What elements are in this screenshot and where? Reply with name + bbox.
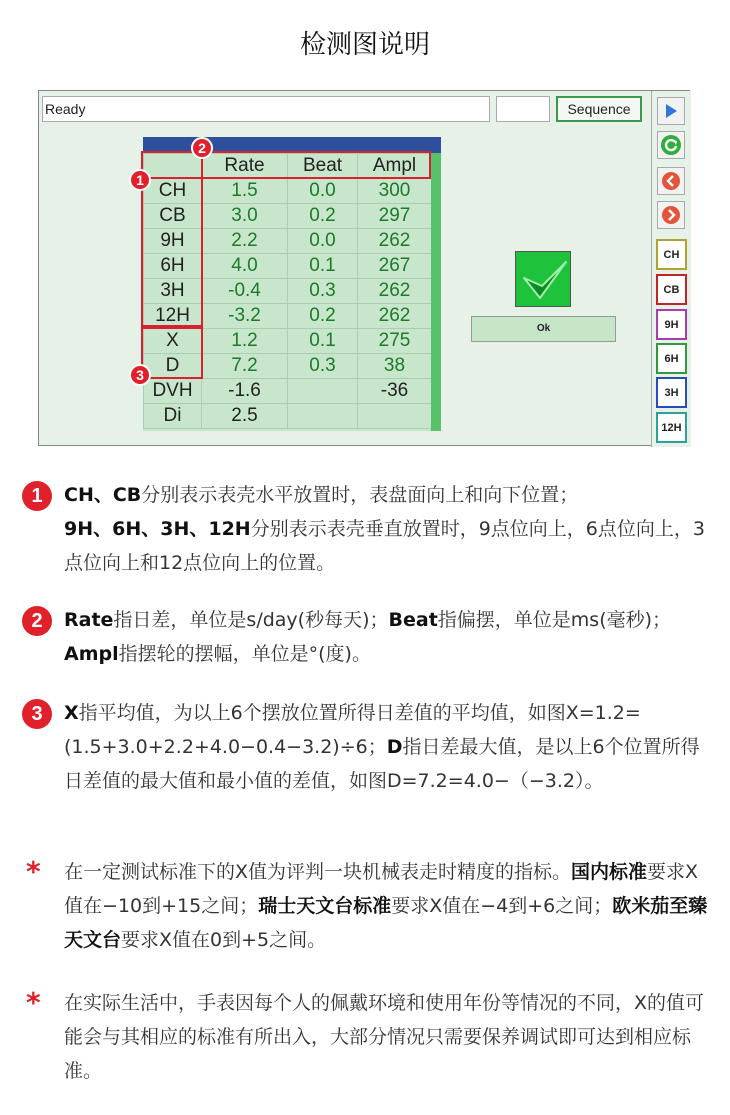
row-label-cell: CB: [144, 204, 202, 229]
position-button-12h[interactable]: 12H: [656, 412, 687, 443]
value-cell: 7.2: [202, 354, 288, 379]
note-text: [64, 478, 714, 580]
note-bold: 9H、6H、3H、12H: [64, 518, 251, 540]
note-bold: Rate: [64, 609, 114, 631]
play-icon[interactable]: [657, 97, 685, 125]
note-1: [22, 478, 722, 580]
value-cell: -1.6: [202, 379, 288, 404]
value-cell: 262: [358, 279, 432, 304]
row-label-cell: DVH: [144, 379, 202, 404]
watch-timegrapher-screenshot: [38, 90, 690, 446]
value-cell: 0.3: [288, 354, 358, 379]
back-icon[interactable]: [657, 167, 685, 195]
value-cell: [288, 379, 358, 404]
value-cell: 0.1: [288, 254, 358, 279]
value-cell: 0.0: [288, 229, 358, 254]
value-cell: -3.2: [202, 304, 288, 329]
note-number-badge: 2: [22, 606, 52, 636]
value-cell: 4.0: [202, 254, 288, 279]
value-cell: 0.2: [288, 204, 358, 229]
header-cell-beat: Beat: [288, 154, 358, 179]
note-span: 指摆轮的摆幅，单位是°(度)。: [118, 643, 371, 665]
row-label-cell: X: [144, 329, 202, 354]
value-cell: [358, 404, 432, 429]
note-bold: Beat: [388, 609, 438, 631]
value-cell: 300: [358, 179, 432, 204]
value-cell: 275: [358, 329, 432, 354]
note-span: 要求X值在−4到+6之间；: [391, 895, 613, 917]
row-label-cell: D: [144, 354, 202, 379]
note-text: [64, 696, 714, 798]
value-cell: 1.5: [202, 179, 288, 204]
value-cell: 0.0: [288, 179, 358, 204]
row-label-cell: 9H: [144, 229, 202, 254]
marker-1: 1: [129, 169, 151, 191]
note-3: [22, 696, 722, 798]
check-mark-icon: [515, 251, 571, 307]
value-cell: [288, 404, 358, 429]
value-cell: 0.2: [288, 304, 358, 329]
note-bold: 国内标准: [571, 861, 648, 883]
note-bold: CH、CB: [64, 484, 142, 506]
star-icon: *: [26, 855, 41, 888]
value-cell: 262: [358, 229, 432, 254]
position-button-cb[interactable]: CB: [656, 274, 687, 305]
row-label-cell: 3H: [144, 279, 202, 304]
row-label-cell: 6H: [144, 254, 202, 279]
row-label-cell: Di: [144, 404, 202, 429]
value-cell: 262: [358, 304, 432, 329]
note-span: 在一定测试标准下的X值为评判一块机械表走时精度的指标。: [64, 861, 572, 883]
ok-button[interactable]: Ok: [471, 316, 616, 342]
table-row: [144, 404, 432, 429]
value-cell: -0.4: [202, 279, 288, 304]
note-bold: 瑞士天文台标准: [258, 895, 392, 917]
note-span: 指日差，单位是s/day(秒每天)；: [113, 609, 389, 631]
value-cell: 0.3: [288, 279, 358, 304]
marker-2: 2: [191, 137, 213, 159]
position-button-6h[interactable]: 6H: [656, 343, 687, 374]
note-bold: D: [386, 736, 403, 758]
note-text: 在实际生活中，手表因每个人的佩戴环境和使用年份等情况的不同，X的值可能会与其相应的标准有所出入，大部分情况只需要保养调试即可达到相应标准。: [64, 992, 705, 1082]
note-span: 分别表示表壳水平放置时，表盘面向上和向下位置；: [141, 484, 579, 506]
note-number-badge: 3: [22, 699, 52, 729]
note-bold: 欧米茄至臻天文台: [64, 895, 708, 951]
note-5: [22, 986, 722, 1088]
table-scrollbar[interactable]: [431, 153, 441, 431]
note-span: 要求X值在−10到+15之间；: [64, 861, 699, 917]
note-text: [64, 855, 714, 957]
value-cell: 297: [358, 204, 432, 229]
star-icon: *: [26, 986, 41, 1019]
note-span: 指日差最大值，是以上6个位置所得日差值的最大值和最小值的差值，如图D=7.2=4.0−（−3.2）。: [64, 736, 700, 792]
value-cell: 0.1: [288, 329, 358, 354]
value-cell: 267: [358, 254, 432, 279]
sequence-button[interactable]: Sequence: [556, 96, 642, 122]
note-2: [22, 603, 722, 671]
marker-3: 3: [129, 364, 151, 386]
position-button-3h[interactable]: 3H: [656, 377, 687, 408]
note-span: 要求X值在0到+5之间。: [121, 929, 327, 951]
note-text: [64, 603, 714, 671]
note-bold: Ampl: [64, 643, 119, 665]
row-label-cell: 12H: [144, 304, 202, 329]
status-field[interactable]: Ready: [42, 96, 490, 122]
value-cell: 1.2: [202, 329, 288, 354]
note-bold: X: [64, 702, 79, 724]
note-4: [22, 855, 722, 957]
blank-input-field[interactable]: [496, 96, 550, 122]
header-cell-rate: Rate: [202, 154, 288, 179]
note-span: 指平均值，为以上6个摆放位置所得日差值的平均值，如图X=1.2=(1.5+3.0+2.2+4.0−0.4−3.2)÷6；: [64, 702, 641, 758]
value-cell: 2.2: [202, 229, 288, 254]
position-button-9h[interactable]: 9H: [656, 309, 687, 340]
right-toolbar: [651, 91, 691, 447]
table-row: [144, 379, 432, 404]
value-cell: 3.0: [202, 204, 288, 229]
row-label-cell: CH: [144, 179, 202, 204]
note-span: 指偏摆，单位是ms(毫秒)；: [437, 609, 672, 631]
position-button-ch[interactable]: CH: [656, 239, 687, 270]
value-cell: 2.5: [202, 404, 288, 429]
forward-icon[interactable]: [657, 201, 685, 229]
refresh-icon[interactable]: [657, 131, 685, 159]
note-span: 分别表示表壳垂直放置时，9点位向上，6点位向上，3点位向上和12点位向上的位置。: [64, 518, 705, 574]
page-title: 检测图说明: [299, 30, 430, 60]
header-cell-ampl: Ampl: [358, 154, 432, 179]
value-cell: 38: [358, 354, 432, 379]
value-cell: -36: [358, 379, 432, 404]
note-number-badge: 1: [22, 481, 52, 511]
